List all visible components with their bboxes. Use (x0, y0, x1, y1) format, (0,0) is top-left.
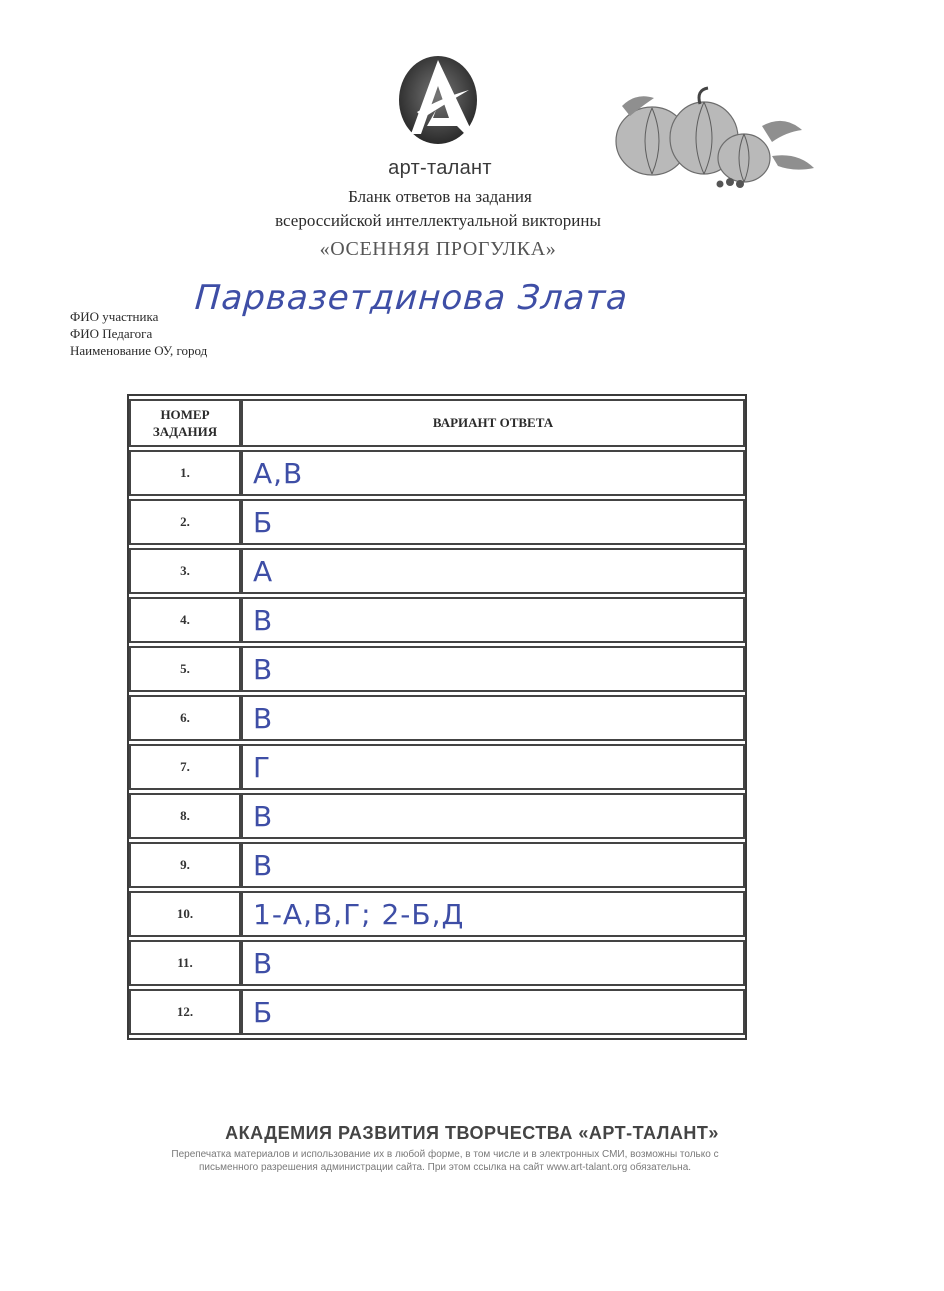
table-row (129, 940, 745, 986)
header-line-1: Бланк ответов на задания (348, 187, 532, 206)
task-answer: В (241, 695, 745, 741)
task-number: 4. (129, 597, 241, 643)
task-answer: В (241, 646, 745, 692)
footer-title: АКАДЕМИЯ РАЗВИТИЯ ТВОРЧЕСТВА «АРТ-ТАЛАНТ» (225, 1123, 719, 1143)
table-row (129, 499, 745, 545)
answers-table (127, 394, 747, 1040)
task-number: 3. (129, 548, 241, 594)
task-answer: В (241, 597, 745, 643)
header-line-2: всероссийской интеллектуальной викторины (275, 211, 601, 230)
task-number: 2. (129, 499, 241, 545)
footer-note-line-2: письменного разрешения администрации сайта. При этом ссылка на сайт www.art-talant.org обязательна. (198, 1162, 692, 1173)
task-number: 5. (129, 646, 241, 692)
table-header-row (129, 399, 745, 447)
task-answer: 1-А,В,Г; 2-Б,Д (241, 891, 745, 937)
table-row (129, 450, 745, 496)
task-answer: Г (241, 744, 745, 790)
footer-note-line-1: Перепечатка материалов и использование их в любой форме, в том числе и в электронных СМИ, возможны только с (171, 1149, 719, 1160)
task-answer: А,В (241, 450, 745, 496)
task-answer: Б (241, 499, 745, 545)
task-number: 6. (129, 695, 241, 741)
art-talant-logo-icon (397, 54, 479, 146)
participant-label: ФИО участника (70, 309, 159, 324)
task-number: 7. (129, 744, 241, 790)
table-row (129, 891, 745, 937)
participant-name: Парвазетдинова Злата (193, 278, 630, 318)
task-answer: А (241, 548, 745, 594)
teacher-label: ФИО Педагога (70, 326, 153, 341)
task-answer: Б (241, 989, 745, 1035)
task-number: 1. (129, 450, 241, 496)
table-row (129, 597, 745, 643)
task-answer: В (241, 940, 745, 986)
task-answer: В (241, 842, 745, 888)
quiz-title: «ОСЕННЯЯ ПРОГУЛКА» (319, 238, 557, 260)
task-number: 12. (129, 989, 241, 1035)
task-answer: В (241, 793, 745, 839)
table-row (129, 548, 745, 594)
table-row (129, 842, 745, 888)
task-number: 10. (129, 891, 241, 937)
table-row (129, 646, 745, 692)
table-row (129, 695, 745, 741)
table-row (129, 793, 745, 839)
table-row (129, 989, 745, 1035)
table-row (129, 744, 745, 790)
task-number: 9. (129, 842, 241, 888)
column-header-number: НОМЕР ЗАДАНИЯ (129, 399, 241, 447)
task-number: 11. (129, 940, 241, 986)
task-number: 8. (129, 793, 241, 839)
school-label: Наименование ОУ, город (70, 343, 208, 358)
brand-name: арт-талант (388, 157, 492, 179)
column-header-answer: ВАРИАНТ ОТВЕТА (241, 399, 745, 447)
pumpkins-icon (612, 86, 818, 192)
